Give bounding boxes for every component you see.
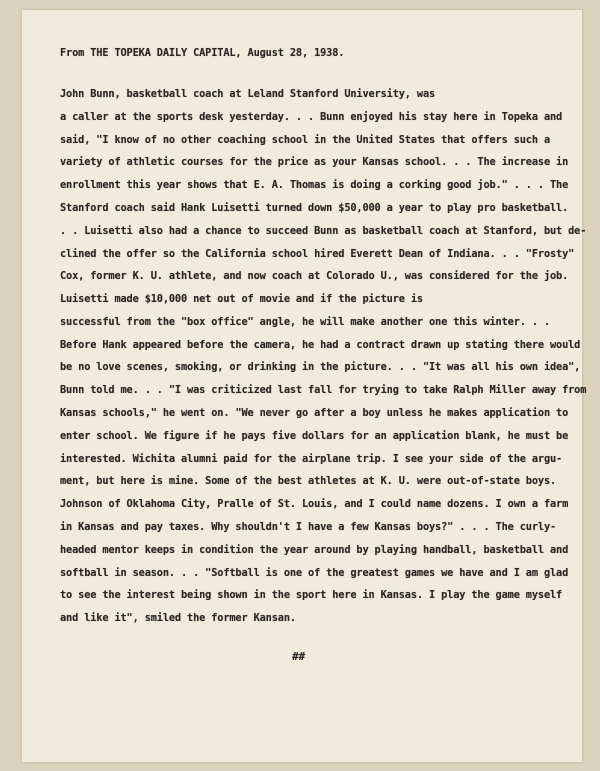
text-line: in Kansas and pay taxes. Why shouldn't I have a few Kansas boys?" . . . The curly-: [60, 520, 557, 533]
text-line: enter school. We figure if he pays five dollars for an application blank, he must be: [60, 429, 569, 442]
text-line: ment, but here is mine. Some of the best athletes at K. U. were out-of-state boys.: [60, 475, 557, 488]
text-line: clined the offer so the California school hired Everett Dean of Indiana. . . "Frosty": [60, 247, 575, 260]
text-line: Before Hank appeared before the camera, he had a contract drawn up stating there would: [60, 338, 581, 351]
text-line: Kansas schools," he went on. "We never go after a boy unless he makes application to: [60, 406, 569, 419]
paragraph-bunn-visit: [60, 83, 586, 288]
text-line: and like it", smiled the former Kansan.: [60, 612, 296, 625]
text-line: Bunn told me. . . "I was criticized last fall for trying to take Ralph Miller away from: [60, 384, 587, 397]
text-line: interested. Wichita alumni paid for the airplane trip. I see your side of the argu-: [60, 452, 563, 465]
paragraph-luisetti-movie: [60, 288, 586, 630]
source-heading: From THE TOPEKA DAILY CAPITAL, August 28, 1938.: [60, 47, 345, 59]
text-line: Johnson of Oklahoma City, Pralle of St. Louis, and I could name dozens. I own a farm: [60, 498, 569, 511]
text-line: variety of athletic courses for the price as your Kansas school. . . The increase in: [60, 156, 569, 169]
text-line: successful from the "box office" angle, he will make another one this winter. . .: [60, 315, 550, 328]
text-line: a caller at the sports desk yesterday. . . Bunn enjoyed his stay here in Topeka and: [60, 110, 563, 123]
text-line: be no love scenes, smoking, or drinking in the picture. . . "It was all his own idea",: [60, 361, 581, 374]
text-line: . . Luisetti also had a chance to succeed Bunn as basketball coach at Stanford, but de-: [60, 224, 587, 237]
text-line: Luisetti made $10,000 net out of movie and if the picture is: [60, 293, 423, 305]
text-line: said, "I know of no other coaching school in the United States that offers such a: [60, 133, 550, 146]
text-line: enrollment this year shows that E. A. Thomas is doing a corking good job." . . . The: [60, 179, 569, 192]
text-line: softball in season. . . "Softball is one of the greatest games we have and I am glad: [60, 566, 569, 579]
text-line: to see the interest being shown in the sport here in Kansas. I play the game myself: [60, 589, 563, 602]
text-line: Cox, former K. U. athlete, and now coach at Colorado U., was considered for the job.: [60, 270, 569, 283]
end-mark: ##: [292, 650, 305, 663]
text-line: John Bunn, basketball coach at Leland Stanford University, was: [60, 88, 436, 100]
text-line: Stanford coach said Hank Luisetti turned down $50,000 a year to play pro basketball.: [60, 201, 569, 214]
text-line: headed mentor keeps in condition the year around by playing handball, basketball and: [60, 543, 569, 556]
